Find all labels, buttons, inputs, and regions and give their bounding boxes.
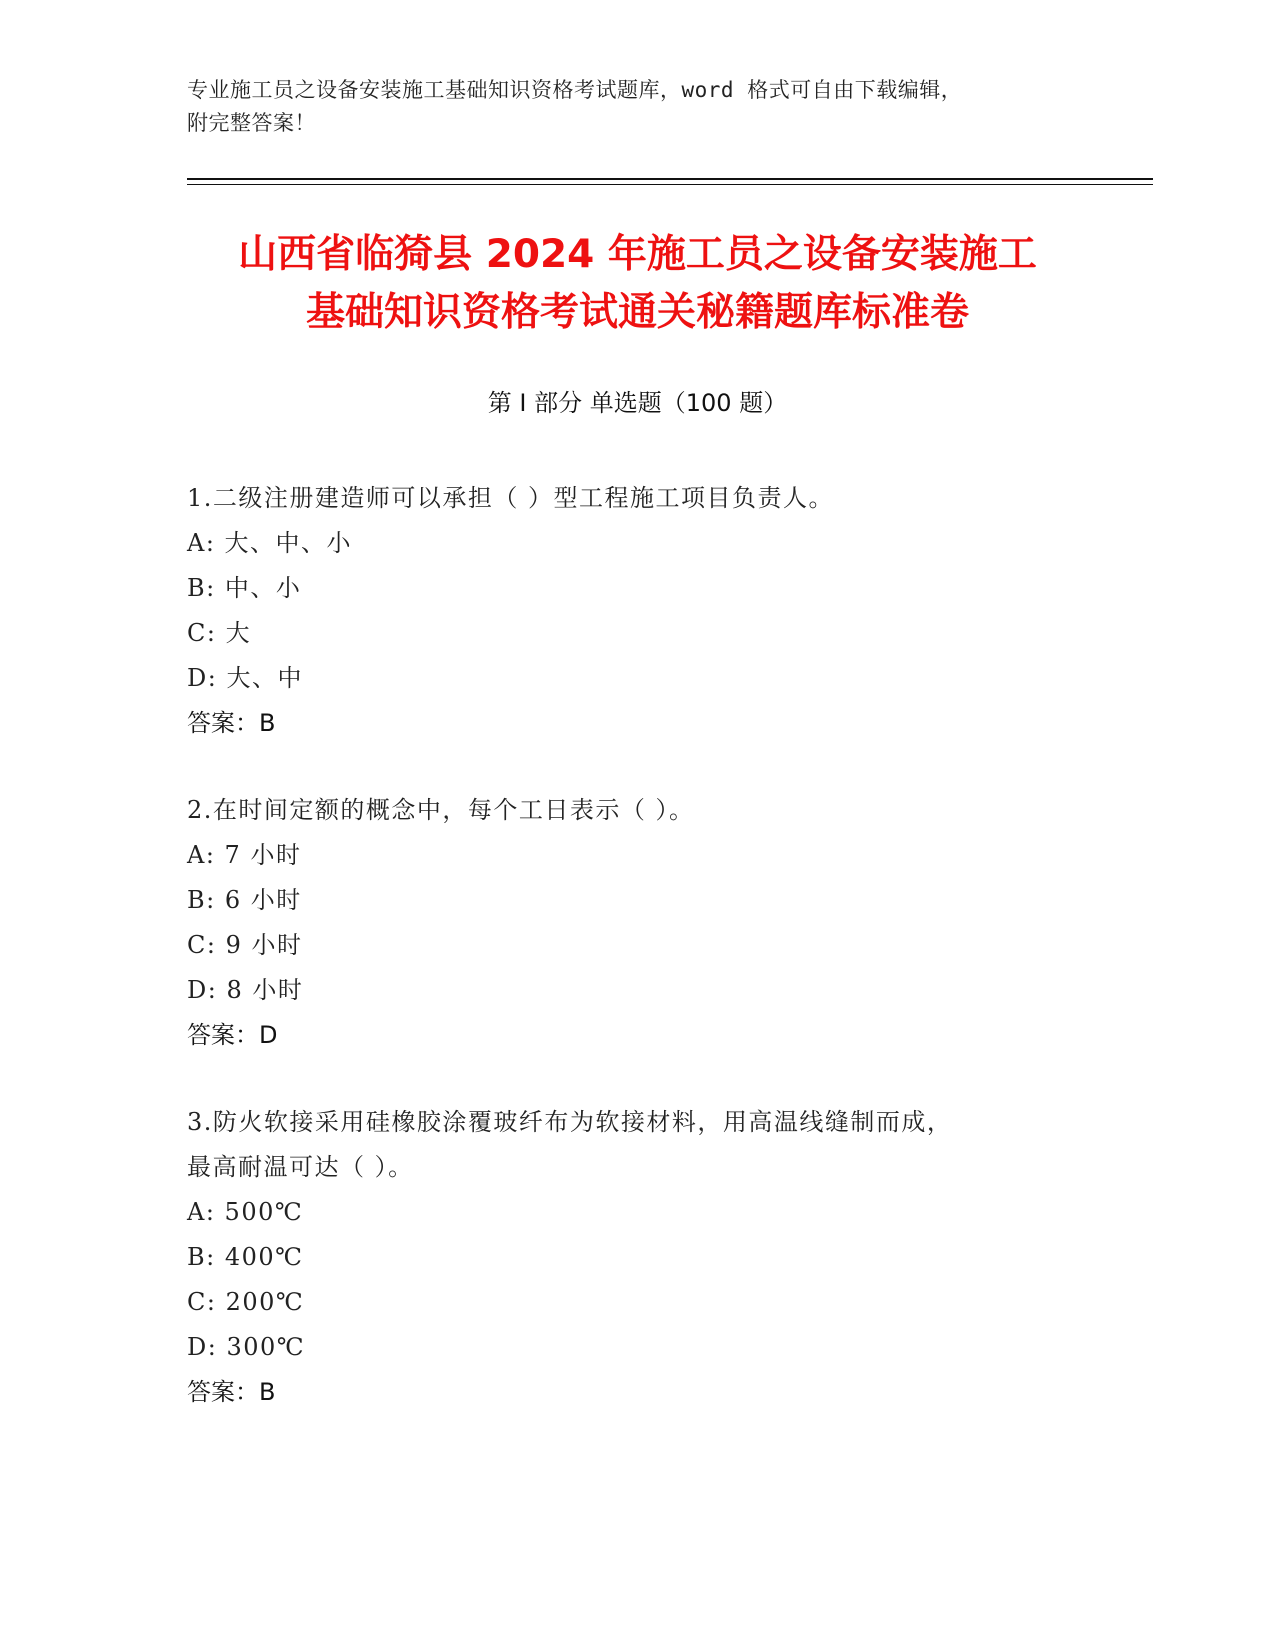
question-stem bbox=[187, 1100, 1087, 1190]
question-stem-line: 最高耐温可达（ ）。 bbox=[187, 1153, 414, 1181]
section-heading: 第 I 部分 单选题（100 题） bbox=[487, 389, 788, 417]
question-3 bbox=[187, 1100, 1087, 1415]
option-d: D: 8 小时 bbox=[187, 976, 304, 1004]
header-divider-thin bbox=[187, 184, 1153, 185]
header-note-line-1: 专业施工员之设备安装施工基础知识资格考试题库，word 格式可自由下载编辑， bbox=[187, 78, 963, 102]
option-b: B: 400℃ bbox=[187, 1243, 304, 1271]
answer: 答案：D bbox=[187, 1021, 278, 1049]
document-title-line-1: 山西省临猗县 2024 年施工员之设备安装施工 bbox=[238, 232, 1037, 277]
question-stem-line: 2.在时间定额的概念中，每个工日表示（ ）。 bbox=[187, 796, 695, 824]
option-c: C: 大 bbox=[187, 619, 252, 647]
question-2 bbox=[187, 788, 1087, 1058]
option-a: A: 大、中、小 bbox=[187, 529, 353, 557]
answer: 答案：B bbox=[187, 709, 276, 737]
option-c: C: 9 小时 bbox=[187, 931, 303, 959]
question-stem-line: 3.防火软接采用硅橡胶涂覆玻纤布为软接材料，用高温线缝制而成， bbox=[187, 1108, 953, 1136]
question-stem bbox=[187, 476, 1087, 521]
option-d: D: 大、中 bbox=[187, 664, 303, 692]
document-title-line-2: 基础知识资格考试通关秘籍题库标准卷 bbox=[305, 290, 969, 335]
question-stem-line: 1.二级注册建造师可以承担（ ）型工程施工项目负责人。 bbox=[187, 484, 835, 512]
option-a: A: 7 小时 bbox=[187, 841, 302, 869]
option-c: C: 200℃ bbox=[187, 1288, 305, 1316]
header-note-line-2: 附完整答案！ bbox=[187, 111, 316, 135]
answer: 答案：B bbox=[187, 1378, 276, 1406]
header-divider-thick bbox=[187, 178, 1153, 180]
option-a: A: 500℃ bbox=[187, 1198, 304, 1226]
question-stem bbox=[187, 788, 1087, 833]
question-1 bbox=[187, 476, 1087, 746]
option-b: B: 6 小时 bbox=[187, 886, 302, 914]
option-b: B: 中、小 bbox=[187, 574, 302, 602]
question-list bbox=[187, 476, 1087, 1457]
option-d: D: 300℃ bbox=[187, 1333, 306, 1361]
header-note bbox=[187, 74, 1087, 140]
document-title bbox=[140, 226, 1135, 342]
